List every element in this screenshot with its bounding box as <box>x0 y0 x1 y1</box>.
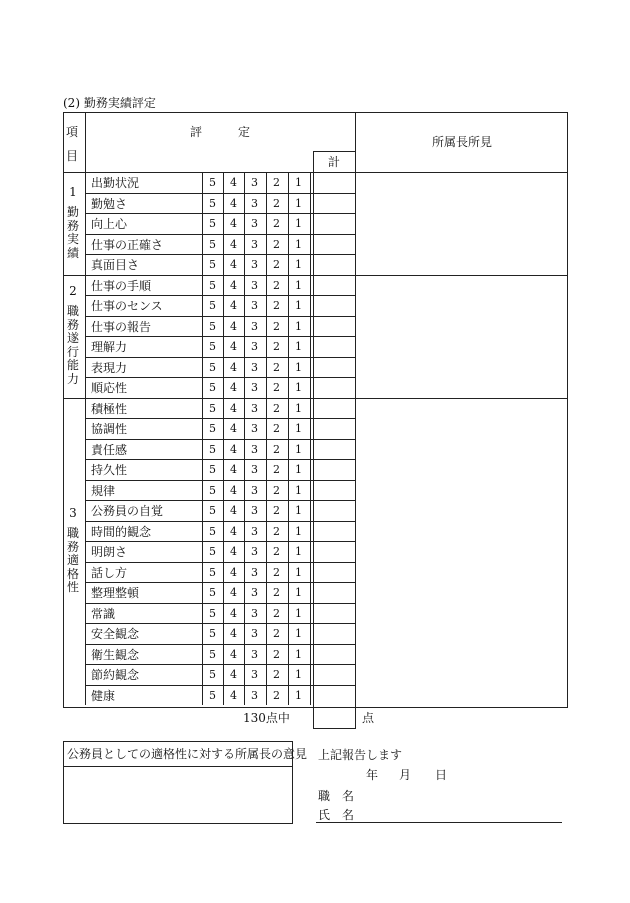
score-option[interactable]: 2 <box>273 483 280 497</box>
date-day: 日 <box>435 768 448 782</box>
score-option[interactable]: 1 <box>295 688 302 702</box>
score-option[interactable]: 5 <box>209 668 216 681</box>
score-option[interactable]: 1 <box>295 381 302 394</box>
criterion-label: 常識 <box>91 606 116 621</box>
section-title: (2) 勤務実績評定 <box>63 96 156 110</box>
score-option[interactable]: 1 <box>295 360 302 374</box>
criterion-label: 積極性 <box>91 401 128 416</box>
item-total-cell[interactable] <box>311 583 353 602</box>
score-option[interactable]: 4 <box>230 381 237 394</box>
score-option[interactable]: 2 <box>273 319 280 333</box>
score-option[interactable]: 5 <box>209 586 216 599</box>
header-divider <box>313 151 355 152</box>
score-option[interactable]: 4 <box>230 196 237 210</box>
score-option[interactable]: 4 <box>230 627 237 640</box>
score-option[interactable]: 2 <box>273 668 280 681</box>
score-option[interactable]: 2 <box>273 586 280 599</box>
item-total-cell[interactable] <box>311 296 353 315</box>
score-option[interactable]: 5 <box>209 422 216 435</box>
score-option[interactable]: 4 <box>230 299 237 312</box>
score-option[interactable]: 1 <box>295 258 302 271</box>
score-option[interactable]: 5 <box>209 278 216 292</box>
score-option[interactable]: 2 <box>273 401 280 415</box>
criterion-label: 安全観念 <box>91 627 140 641</box>
score-option[interactable]: 1 <box>295 504 302 517</box>
score-option[interactable]: 3 <box>251 524 258 538</box>
score-option[interactable]: 1 <box>295 463 302 476</box>
score-option[interactable]: 1 <box>295 176 302 189</box>
position-label: 職 名 <box>318 789 355 803</box>
score-option[interactable]: 3 <box>251 463 258 476</box>
criterion-label: 話し方 <box>91 565 128 580</box>
header-divider <box>85 112 86 172</box>
score-option[interactable]: 5 <box>209 401 216 415</box>
criterion-label: 節約観念 <box>91 668 140 682</box>
score-option[interactable]: 2 <box>273 545 280 558</box>
score-option[interactable]: 3 <box>251 278 258 292</box>
score-option[interactable]: 5 <box>209 688 216 702</box>
score-option[interactable]: 2 <box>273 647 280 661</box>
item-total-cell[interactable] <box>311 194 353 213</box>
score-option[interactable]: 1 <box>295 627 302 640</box>
score-option[interactable]: 3 <box>251 196 258 210</box>
score-option[interactable]: 1 <box>295 299 302 312</box>
score-option[interactable]: 3 <box>251 381 258 394</box>
score-option[interactable]: 3 <box>251 504 258 517</box>
score-option[interactable]: 4 <box>230 647 237 661</box>
score-option[interactable]: 1 <box>295 524 302 538</box>
group-name: 職務適格性 <box>66 526 79 595</box>
report-statement: 上記報告します <box>318 748 403 762</box>
item-total-cell[interactable] <box>311 501 353 520</box>
criterion-label: 衛生観念 <box>91 647 140 662</box>
score-option[interactable]: 5 <box>209 360 216 374</box>
score-option[interactable]: 2 <box>273 606 280 620</box>
aptitude-opinion-title: 公務員としての適格性に対する所属長の意見 <box>67 747 308 761</box>
score-option[interactable]: 2 <box>273 524 280 538</box>
item-total-cell[interactable] <box>311 358 353 377</box>
score-option[interactable]: 3 <box>251 237 258 251</box>
score-option[interactable]: 5 <box>209 299 216 312</box>
criterion-label: 仕事の報告 <box>91 319 152 334</box>
score-option[interactable]: 1 <box>295 668 302 681</box>
opinion-column-divider <box>355 112 356 708</box>
score-option[interactable]: 5 <box>209 237 216 251</box>
score-option[interactable]: 2 <box>273 381 280 394</box>
score-option[interactable]: 5 <box>209 463 216 476</box>
score-option[interactable]: 1 <box>295 606 302 620</box>
score-option[interactable]: 4 <box>230 463 237 476</box>
aptitude-opinion-field[interactable] <box>64 767 292 823</box>
score-option[interactable]: 2 <box>273 340 280 353</box>
score-option[interactable]: 2 <box>273 278 280 292</box>
criterion-label: 時間的観念 <box>91 524 152 539</box>
score-option[interactable]: 1 <box>295 442 302 456</box>
score-option[interactable]: 2 <box>273 463 280 476</box>
item-total-cell[interactable] <box>311 440 353 459</box>
score-option[interactable]: 4 <box>230 176 237 189</box>
score-option[interactable]: 3 <box>251 401 258 415</box>
score-option[interactable]: 3 <box>251 176 258 189</box>
score-option[interactable]: 5 <box>209 483 216 497</box>
score-option[interactable]: 5 <box>209 340 216 353</box>
score-option[interactable]: 3 <box>251 483 258 497</box>
item-total-cell[interactable] <box>311 173 353 192</box>
score-option[interactable]: 1 <box>295 647 302 661</box>
item-total-cell[interactable] <box>311 276 353 295</box>
score-option[interactable]: 5 <box>209 545 216 558</box>
score-option[interactable]: 4 <box>230 586 237 599</box>
score-option[interactable]: 1 <box>295 483 302 497</box>
score-option[interactable]: 3 <box>251 545 258 558</box>
score-option[interactable]: 3 <box>251 627 258 640</box>
group-opinion-cell[interactable] <box>357 173 566 274</box>
score-option[interactable]: 2 <box>273 299 280 312</box>
item-total-cell[interactable] <box>311 460 353 479</box>
score-option[interactable]: 3 <box>251 647 258 661</box>
item-total-cell[interactable] <box>311 563 353 582</box>
item-total-cell[interactable] <box>311 317 353 336</box>
opinion-header: 所属長所見 <box>431 135 492 149</box>
criterion-label: 整理整頓 <box>91 586 140 600</box>
score-option[interactable]: 3 <box>251 319 258 333</box>
score-option[interactable]: 3 <box>251 668 258 681</box>
name-label: 氏 名 <box>318 808 355 822</box>
score-option[interactable]: 3 <box>251 422 258 435</box>
group-name: 勤務実績 <box>66 205 79 260</box>
score-option[interactable]: 3 <box>251 565 258 579</box>
score-option[interactable]: 4 <box>230 401 237 415</box>
points-unit: 点 <box>362 711 375 725</box>
score-option[interactable]: 2 <box>273 196 280 210</box>
score-option[interactable]: 5 <box>209 627 216 640</box>
score-option[interactable]: 2 <box>273 176 280 189</box>
score-option[interactable]: 5 <box>209 647 216 661</box>
score-option[interactable]: 1 <box>295 340 302 353</box>
score-option[interactable]: 2 <box>273 565 280 579</box>
item-total-cell[interactable] <box>311 522 353 541</box>
score-option[interactable]: 4 <box>230 483 237 497</box>
group-number: 3 <box>69 506 77 521</box>
item-total-cell[interactable] <box>311 337 353 356</box>
criterion-label: 仕事の手順 <box>91 278 152 293</box>
score-option[interactable]: 5 <box>209 319 216 333</box>
item-total-cell[interactable] <box>311 399 353 418</box>
score-option[interactable]: 4 <box>230 688 237 702</box>
score-option[interactable]: 3 <box>251 688 258 702</box>
score-option[interactable]: 5 <box>209 524 216 538</box>
date-year: 年 <box>366 768 379 782</box>
score-option[interactable]: 5 <box>209 565 216 579</box>
criterion-label: 責任感 <box>91 442 128 457</box>
score-option[interactable]: 3 <box>251 442 258 456</box>
score-option[interactable]: 5 <box>209 196 216 210</box>
total-score-box[interactable] <box>313 707 356 729</box>
score-option[interactable]: 1 <box>295 401 302 415</box>
score-option[interactable]: 2 <box>273 688 280 702</box>
max-points-label: 130点中 <box>243 711 290 725</box>
item-total-cell[interactable] <box>311 255 353 274</box>
aptitude-opinion-box <box>63 741 308 824</box>
item-header-bottom: 目 <box>66 149 79 163</box>
group-opinion-cell[interactable] <box>357 276 566 397</box>
group-name: 職務遂行能力 <box>66 304 79 386</box>
criterion-label: 健康 <box>91 688 116 703</box>
score-option[interactable]: 1 <box>295 319 302 333</box>
score-option[interactable]: 2 <box>273 258 280 271</box>
score-option[interactable]: 5 <box>209 176 216 189</box>
item-total-cell[interactable] <box>311 378 353 397</box>
criterion-label: 出勤状況 <box>91 176 140 190</box>
score-option[interactable]: 1 <box>295 217 302 230</box>
criterion-label: 真面目さ <box>91 258 140 272</box>
score-option[interactable]: 2 <box>273 442 280 456</box>
score-option[interactable]: 4 <box>230 442 237 456</box>
score-option[interactable]: 3 <box>251 360 258 374</box>
score-option[interactable]: 2 <box>273 217 280 230</box>
score-option[interactable]: 5 <box>209 381 216 394</box>
name-signature-line[interactable] <box>316 822 562 823</box>
score-option[interactable]: 2 <box>273 422 280 435</box>
score-option[interactable]: 3 <box>251 586 258 599</box>
score-option[interactable]: 1 <box>295 586 302 599</box>
score-option[interactable]: 4 <box>230 606 237 620</box>
score-option[interactable]: 4 <box>230 422 237 435</box>
score-option[interactable]: 1 <box>295 196 302 210</box>
score-option[interactable]: 4 <box>230 217 237 230</box>
item-total-cell[interactable] <box>311 686 353 705</box>
score-option[interactable]: 5 <box>209 442 216 456</box>
score-option[interactable]: 2 <box>273 360 280 374</box>
criterion-label: 仕事の正確さ <box>91 237 164 252</box>
criterion-label: 規律 <box>91 483 116 498</box>
criterion-label: 持久性 <box>91 463 128 477</box>
score-option[interactable]: 4 <box>230 360 237 374</box>
score-option[interactable]: 5 <box>209 606 216 620</box>
score-option[interactable]: 1 <box>295 422 302 435</box>
score-option[interactable]: 3 <box>251 340 258 353</box>
criterion-label: 向上心 <box>91 217 128 231</box>
item-total-cell[interactable] <box>311 645 353 664</box>
item-total-cell[interactable] <box>311 604 353 623</box>
criterion-label: 公務員の自覚 <box>91 504 164 518</box>
item-total-cell[interactable] <box>311 542 353 561</box>
criterion-label: 順応性 <box>91 381 128 395</box>
criterion-label: 表現力 <box>91 360 128 375</box>
score-option[interactable]: 4 <box>230 319 237 333</box>
item-total-cell[interactable] <box>311 214 353 233</box>
score-option[interactable]: 1 <box>295 237 302 251</box>
score-option[interactable]: 4 <box>230 668 237 681</box>
criterion-label: 理解力 <box>91 340 128 354</box>
score-option[interactable]: 3 <box>251 258 258 271</box>
score-option[interactable]: 1 <box>295 278 302 292</box>
criterion-label: 協調性 <box>91 422 128 436</box>
score-option[interactable]: 4 <box>230 524 237 538</box>
group-number: 1 <box>69 185 77 200</box>
total-header: 計 <box>327 155 340 169</box>
item-header-top: 項 <box>66 125 79 139</box>
score-option[interactable]: 3 <box>251 606 258 620</box>
score-option[interactable]: 4 <box>230 504 237 517</box>
score-option[interactable]: 2 <box>273 504 280 517</box>
score-option[interactable]: 4 <box>230 545 237 558</box>
criterion-label: 仕事のセンス <box>91 299 163 313</box>
criterion-label: 勤勉さ <box>91 196 128 211</box>
item-total-cell[interactable] <box>311 481 353 500</box>
item-total-cell[interactable] <box>311 235 353 254</box>
score-option[interactable]: 5 <box>209 217 216 230</box>
score-option[interactable]: 4 <box>230 258 237 271</box>
score-option[interactable]: 4 <box>230 278 237 292</box>
score-option[interactable]: 5 <box>209 504 216 517</box>
item-total-cell[interactable] <box>311 665 353 684</box>
score-option[interactable]: 3 <box>251 299 258 312</box>
score-option[interactable]: 1 <box>295 545 302 558</box>
score-option[interactable]: 2 <box>273 627 280 640</box>
score-option[interactable]: 4 <box>230 565 237 579</box>
group-opinion-cell[interactable] <box>357 399 566 705</box>
score-option[interactable]: 3 <box>251 217 258 230</box>
item-total-cell[interactable] <box>311 624 353 643</box>
score-option[interactable]: 4 <box>230 237 237 251</box>
score-option[interactable]: 2 <box>273 237 280 251</box>
score-option[interactable]: 4 <box>230 340 237 353</box>
date-month: 月 <box>399 768 412 782</box>
score-option[interactable]: 1 <box>295 565 302 579</box>
score-option[interactable]: 5 <box>209 258 216 271</box>
rating-header: 評 定 <box>189 125 250 139</box>
group-number: 2 <box>69 284 77 299</box>
item-total-cell[interactable] <box>311 419 353 438</box>
criterion-label: 明朗さ <box>91 545 128 559</box>
